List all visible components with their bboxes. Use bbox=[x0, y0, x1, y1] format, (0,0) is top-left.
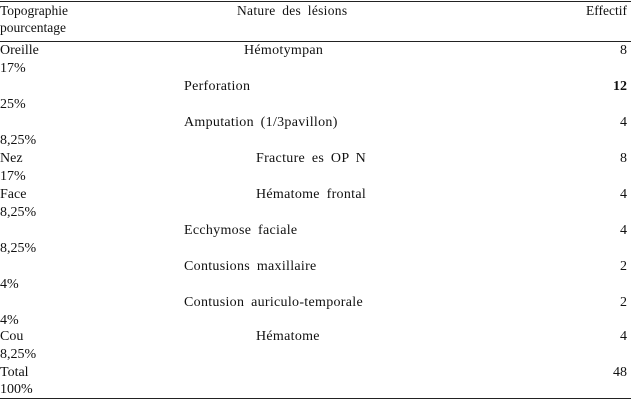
cell-lesion-hemotympan: Hémotympan bbox=[244, 43, 324, 58]
cell-lesion-perforation: Perforation bbox=[184, 79, 251, 94]
cell-percent-amputation: 8,25% bbox=[0, 133, 37, 148]
cell-count-ecchymose: 4 bbox=[620, 223, 627, 238]
table-top-rule bbox=[0, 1, 631, 2]
cell-lesion-hematome-frontal: Hématome frontal bbox=[256, 187, 367, 202]
header-effectif: Effectif bbox=[586, 3, 627, 18]
cell-percent-contusion-auriculo: 4% bbox=[0, 313, 19, 328]
cell-percent-total: 100% bbox=[0, 382, 33, 397]
cell-count-amputation: 4 bbox=[620, 115, 627, 130]
cell-region-oreille: Oreille bbox=[0, 43, 39, 58]
cell-percent-nez: 17% bbox=[0, 169, 26, 184]
cell-percent-contusions-maxillaire: 4% bbox=[0, 277, 19, 292]
cell-region-cou: Cou bbox=[0, 329, 24, 344]
cell-lesion-contusion-auriculo: Contusion auriculo-temporale bbox=[184, 295, 363, 310]
cell-percent-cou: 8,25% bbox=[0, 347, 37, 362]
cell-count-contusions-maxillaire: 2 bbox=[620, 259, 627, 274]
cell-lesion-ecchymose: Ecchymose faciale bbox=[184, 223, 298, 238]
table-header-rule bbox=[0, 41, 631, 42]
cell-region-face: Face bbox=[0, 187, 27, 202]
cell-region-nez: Nez bbox=[0, 151, 23, 166]
cell-count-hematome: 4 bbox=[620, 329, 627, 344]
table-bottom-rule bbox=[0, 398, 631, 399]
cell-count-hematome-frontal: 4 bbox=[620, 187, 627, 202]
cell-count-contusion-auriculo: 2 bbox=[620, 295, 627, 310]
cell-percent-perforation: 25% bbox=[0, 97, 26, 112]
cell-lesion-amputation: Amputation (1/3pavillon) bbox=[184, 115, 338, 130]
cell-percent-oreille: 17% bbox=[0, 61, 26, 76]
cell-count-fracture: 8 bbox=[620, 151, 627, 166]
cell-percent-ecchymose: 8,25% bbox=[0, 241, 37, 256]
cell-lesion-contusions-maxillaire: Contusions maxillaire bbox=[184, 259, 317, 274]
cell-lesion-hematome: Hématome bbox=[256, 329, 320, 344]
header-pourcentage: pourcentage bbox=[0, 20, 66, 35]
header-topographie: Topographie bbox=[0, 3, 69, 18]
cell-percent-face: 8,25% bbox=[0, 205, 37, 220]
cell-count-total: 48 bbox=[613, 365, 627, 380]
cell-count-perforation: 12 bbox=[613, 79, 627, 94]
cell-region-total: Total bbox=[0, 365, 29, 380]
cell-count-hemotympan: 8 bbox=[620, 43, 627, 58]
cell-lesion-fracture: Fracture es OP N bbox=[256, 151, 367, 166]
header-nature-des-lesions: Nature des lésions bbox=[237, 3, 348, 18]
